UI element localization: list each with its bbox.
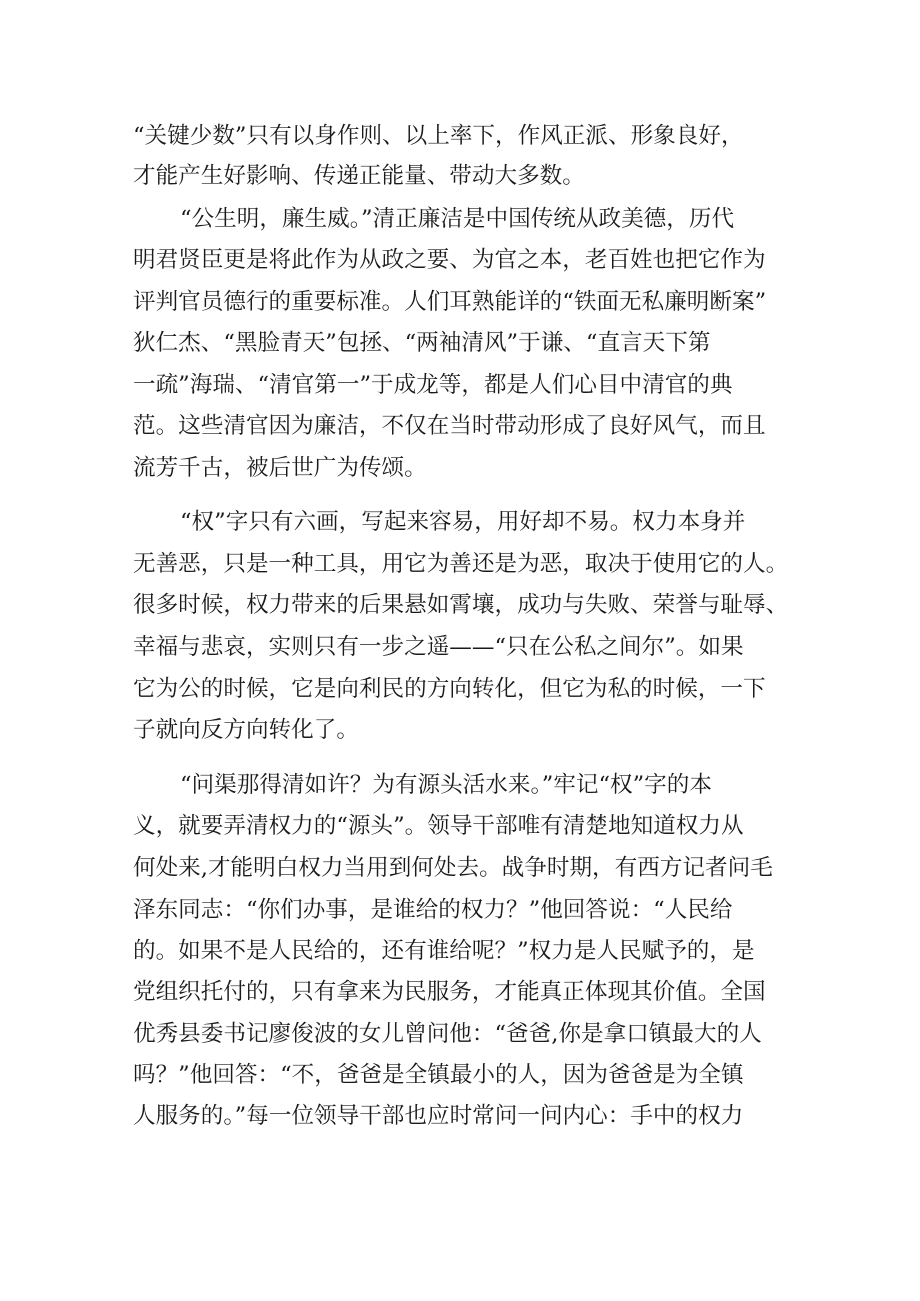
- text-line: 幸福与悲哀，实则只有一步之遥——“只在公私之间尔”。如果: [133, 634, 744, 660]
- text-line: 义，就要弄清权力的“源头”。领导干部唯有清楚地知道权力从: [133, 813, 744, 839]
- text-line: 人服务的。”每一位领导干部也应时常问一问内心：手中的权力: [133, 1103, 744, 1129]
- text-line: 优秀县委书记廖俊波的女儿曾问他：“爸爸,你是拿口镇最大的人: [133, 1021, 762, 1047]
- text-line: 泽东同志：“你们办事，是谁给的权力？”他回答说：“人民给: [133, 897, 733, 923]
- text-line: 无善恶，只是一种工具，用它为善还是为恶，取决于使用它的人。: [133, 551, 789, 577]
- text-line: 明君贤臣更是将此作为从政之要、为官之本，老百姓也把它作为: [133, 247, 766, 273]
- text-line: 才能产生好影响、传递正能量、带动大多数。: [133, 163, 585, 189]
- text-line: “问渠那得清如许？为有源头活水来。”牢记“权”字的本: [180, 772, 712, 798]
- text-line: 的。如果不是人民给的，还有谁给呢？”权力是人民赋予的，是: [133, 938, 755, 964]
- text-line: “公生明，廉生威。”清正廉洁是中国传统从政美德，历代: [180, 206, 735, 232]
- text-line: 流芳千古，被后世广为传颂。: [133, 455, 427, 481]
- text-line: 何处来,才能明白权力当用到何处去。战争时期，有西方记者问毛: [133, 855, 773, 881]
- text-line: 范。这些清官因为廉洁，不仅在当时带动形成了良好风气，而且: [133, 413, 766, 439]
- text-line: “关键少数”只有以身作则、以上率下，作风正派、形象良好，: [133, 123, 744, 149]
- text-line: 吗？”他回答：“不，爸爸是全镇最小的人，因为爸爸是为全镇: [133, 1062, 744, 1088]
- text-line: 评判官员德行的重要标准。人们耳熟能详的“铁面无私廉明断案”: [133, 289, 767, 315]
- text-line: “权”字只有六画，写起来容易，用好却不易。权力本身并: [180, 509, 746, 535]
- text-line: 狄仁杰、“黑脸青天”包拯、“两袖清风”于谦、“直言天下第: [133, 330, 711, 356]
- text-line: 党组织托付的，只有拿来为民服务，才能真正体现其价值。全国: [133, 979, 766, 1005]
- text-line: 一疏”海瑞、“清官第一”于成龙等，都是人们心目中清官的典: [133, 372, 733, 398]
- text-line: 子就向反方向转化了。: [133, 717, 359, 743]
- text-line: 它为公的时候，它是向利民的方向转化，但它为私的时候，一下: [133, 676, 766, 702]
- text-line: 很多时候，权力带来的后果悬如霄壤，成功与失败、荣誉与耻辱、: [133, 592, 789, 618]
